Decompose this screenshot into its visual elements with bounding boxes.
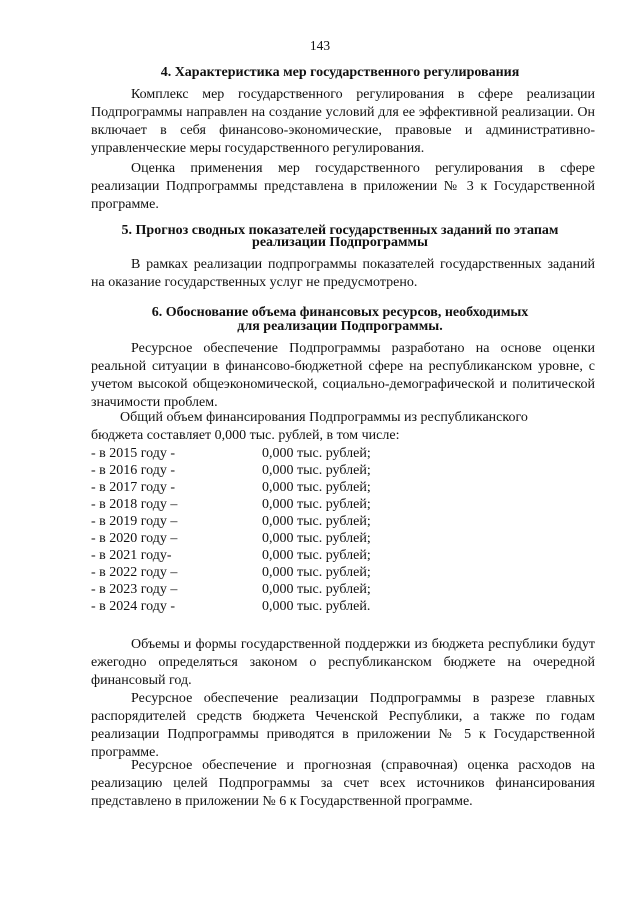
year-amount: 0,000 тыс. рублей; xyxy=(262,548,371,563)
year-label: - в 2015 году - xyxy=(91,446,176,461)
section-5-heading-line-1: 5. Прогноз сводных показателей государственных заданий по этапам xyxy=(121,223,559,238)
year-label: - в 2020 году – xyxy=(91,531,178,546)
year-label: - в 2022 году – xyxy=(91,565,178,580)
year-amount: 0,000 тыс. рублей; xyxy=(262,582,371,597)
page-number: 143 xyxy=(309,38,331,53)
year-label: - в 2018 году – xyxy=(91,497,178,512)
section-4-heading: 4. Характеристика мер государственного регулирования xyxy=(160,65,520,80)
year-amount: 0,000 тыс. рублей; xyxy=(262,565,371,580)
section-6-paragraph-4: Ресурсное обеспечение реализации Подпрограммы в разрезе главных распорядителей средств бюджета Чеченской Республики, а также по годам реализации Подпрограммы приводятся в приложении № 5 к Государственной программе. xyxy=(91,691,595,761)
year-label: - в 2023 году – xyxy=(91,582,178,597)
year-amount: 0,000 тыс. рублей. xyxy=(262,599,371,614)
year-amount: 0,000 тыс. рублей; xyxy=(262,531,371,546)
section-6-paragraph-1: Ресурсное обеспечение Подпрограммы разработано на основе оценки реальной ситуации в финансово-бюджетной сфере на республиканском уровне, с учетом высокой общеэкономической, социально-демографической и политической значимости проблем. xyxy=(91,341,595,411)
year-label: - в 2016 году - xyxy=(91,463,176,478)
section-6-paragraph-5: Ресурсное обеспечение и прогнозная (справочная) оценка расходов на реализацию целей Подпрограммы за счет всех источников финансирования представлено в приложении № 6 к Государственной программе. xyxy=(91,758,595,810)
year-amount: 0,000 тыс. рублей; xyxy=(262,480,371,495)
year-label: - в 2024 году - xyxy=(91,599,176,614)
section-6-heading-line-2: для реализации Подпрограммы. xyxy=(237,319,443,334)
year-amount: 0,000 тыс. рублей; xyxy=(262,446,371,461)
year-amount: 0,000 тыс. рублей; xyxy=(262,514,371,529)
year-label: - в 2021 году- xyxy=(91,548,172,563)
year-label: - в 2019 году – xyxy=(91,514,178,529)
year-amount: 0,000 тыс. рублей; xyxy=(262,463,371,478)
section-6-paragraph-2-line-1: Общий объем финансирования Подпрограммы из республиканского xyxy=(120,410,528,425)
section-6-heading-line-1: 6. Обоснование объема финансовых ресурсов, необходимых xyxy=(151,305,529,320)
section-4-paragraph-2: Оценка применения мер государственного регулирования в сфере реализации Подпрограммы представлена в приложении № 3 к Государственной программе. xyxy=(91,161,595,213)
section-5-paragraph-1: В рамках реализации подпрограммы показателей государственных заданий на оказание государственных услуг не предусмотрено. xyxy=(91,257,595,291)
year-label: - в 2017 году - xyxy=(91,480,176,495)
section-6-paragraph-2-line-2: бюджета составляет 0,000 тыс. рублей, в том числе: xyxy=(91,428,400,443)
section-6-paragraph-3: Объемы и формы государственной поддержки из бюджета республики будут ежегодно определяться законом о республиканском бюджете на очередной финансовый год. xyxy=(91,637,595,689)
section-4-paragraph-1: Комплекс мер государственного регулирования в сфере реализации Подпрограммы направлен на создание условий для ее эффективной реализации. Он включает в себя финансово-экономические, правовые и административно-управленческие меры государственного регулирования. xyxy=(91,87,595,157)
year-amount: 0,000 тыс. рублей; xyxy=(262,497,371,512)
section-5-heading-line-2: реализации Подпрограммы xyxy=(252,235,428,250)
